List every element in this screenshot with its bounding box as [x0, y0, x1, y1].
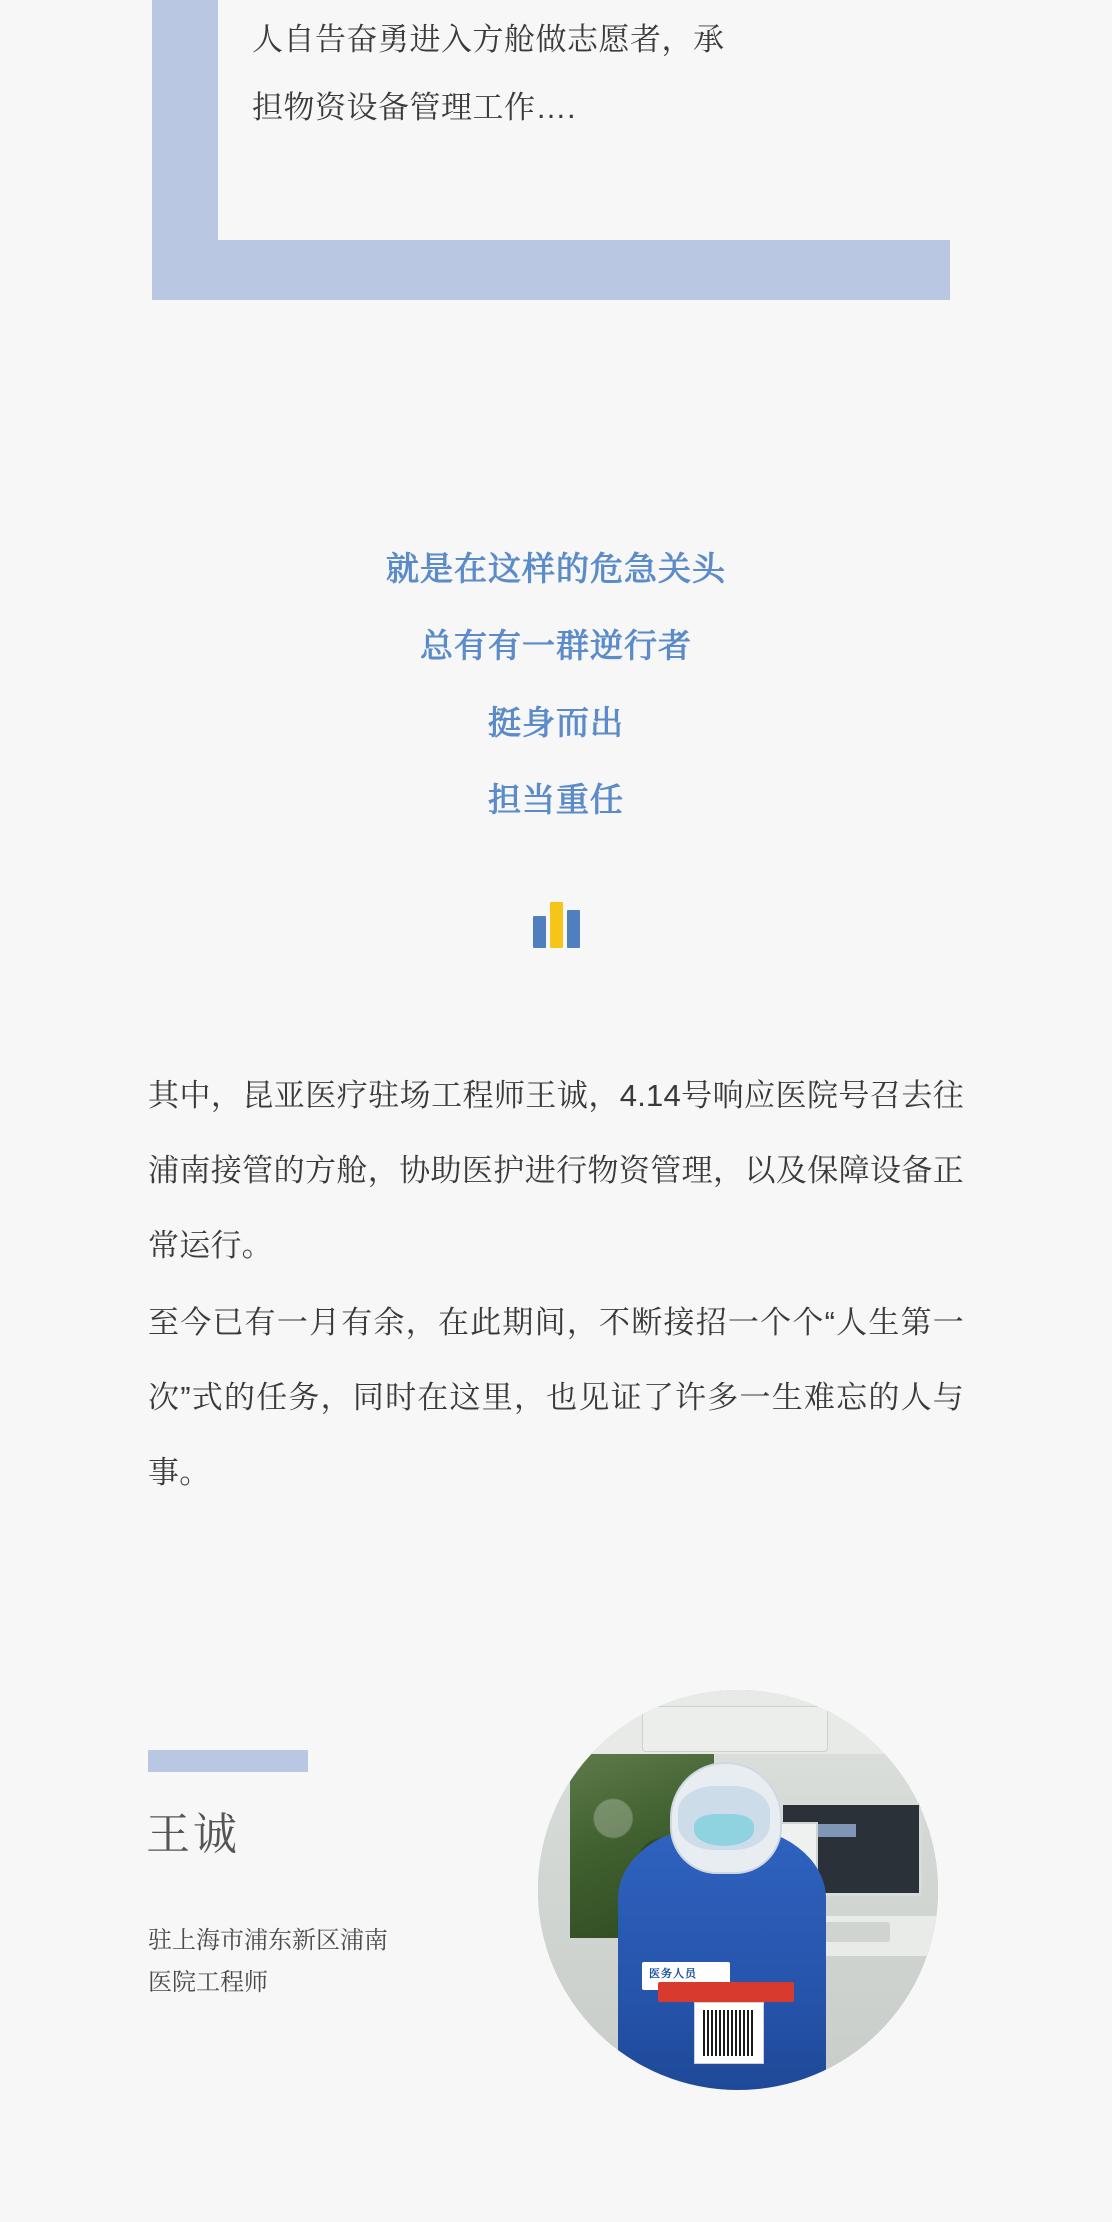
author-role: [148, 1920, 508, 2004]
photo-ac-unit: [642, 1706, 828, 1752]
highlight-block: [0, 530, 1112, 838]
highlight-line-4: 担当重任: [488, 781, 624, 818]
quote-accent-bar-horizontal: [152, 240, 950, 300]
author-card: [0, 1680, 1112, 2110]
highlight-line-3: 挺身而出: [488, 704, 624, 741]
quote-line-2: 担物资设备管理工作….: [252, 90, 577, 125]
pull-quote-block: [0, 0, 1112, 310]
body-paragraph-1: 其中，昆亚医疗驻场工程师王诚，4.14号响应医院号召去往浦南接管的方舱，协助医护进行物资管理，以及保障设备正常运行。: [148, 1078, 964, 1263]
photo-staff-badge-text: 医务人员: [649, 1968, 698, 1981]
highlight-line-1: 就是在这样的危急关头: [386, 550, 726, 587]
bar-chart-bar-2: [550, 902, 563, 948]
photo-red-label: [658, 1982, 794, 2002]
author-role-line-2: 医院工程师: [148, 1969, 268, 1996]
highlight-line-2: 总有有一群逆行者: [420, 627, 692, 664]
body-copy: [0, 1058, 1112, 1510]
body-paragraph-2: 至今已有一月有余，在此期间，不断接招一个个“人生第一次”式的任务，同时在这里，也见证了许多一生难忘的人与事。: [148, 1305, 964, 1490]
quote-accent-bar-vertical: [152, 0, 218, 268]
author-photo-illustration: [538, 1690, 938, 2090]
author-name: 王诚: [146, 1810, 240, 1859]
author-accent-rule: [148, 1750, 308, 1772]
quote-text: [252, 6, 932, 142]
bar-chart-icon: [528, 898, 584, 948]
photo-face-mask: [694, 1814, 754, 1846]
author-photo: [538, 1690, 938, 2090]
photo-qr-code: [694, 2002, 764, 2064]
bar-chart-bar-3: [567, 910, 580, 948]
bar-chart-bar-1: [533, 916, 546, 948]
quote-line-1: 人自告奋勇进入方舱做志愿者，承: [252, 22, 725, 57]
author-role-line-1: 驻上海市浦东新区浦南: [148, 1927, 388, 1954]
